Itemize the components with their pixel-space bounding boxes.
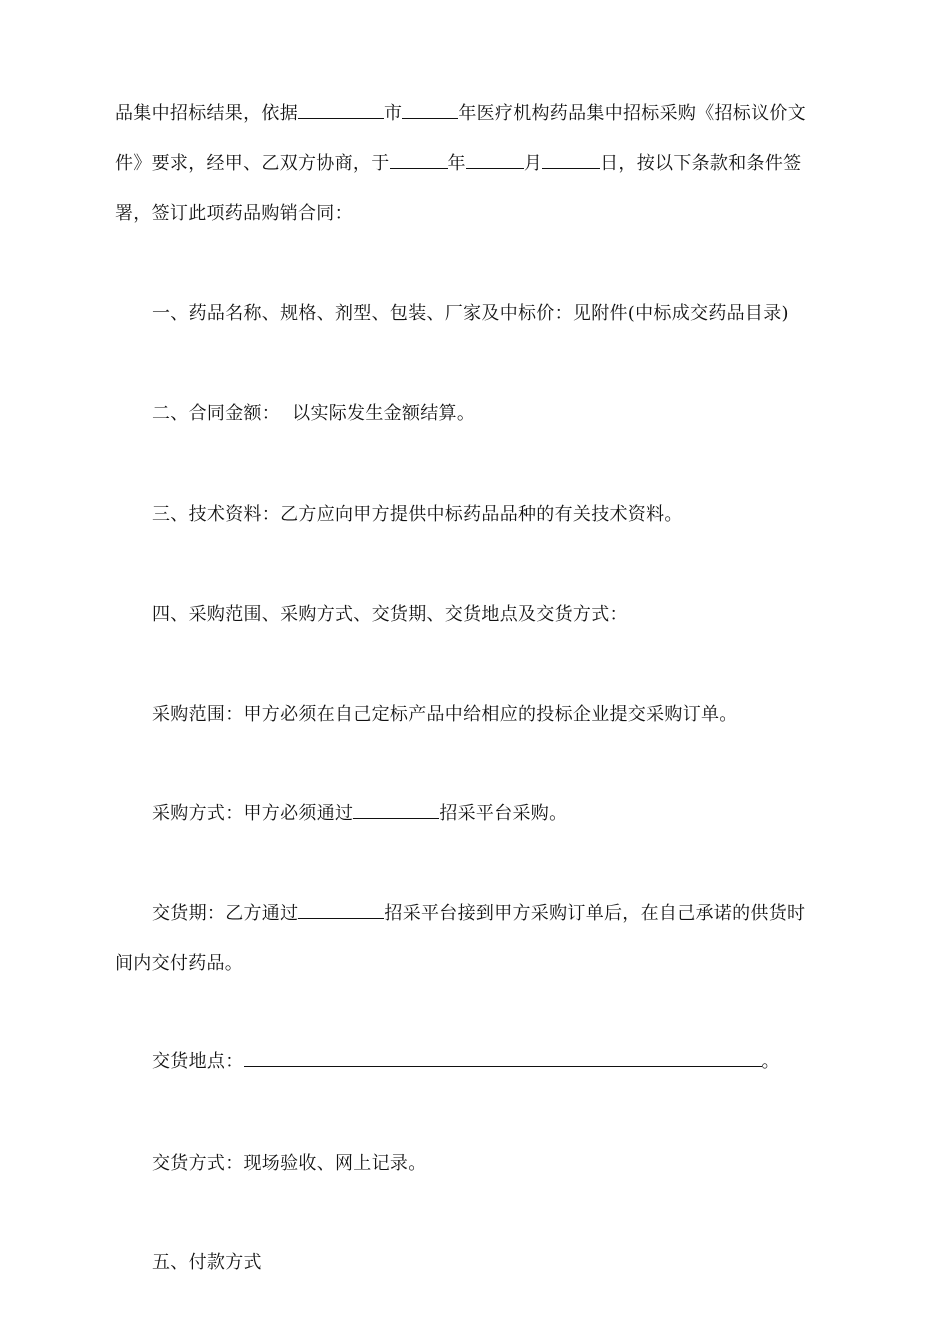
fill-blank-platform: [298, 901, 384, 919]
clause-text: 采购方式：甲方必须通过: [152, 803, 354, 824]
procurement-scope: [152, 702, 738, 728]
clause-5: [152, 1250, 262, 1276]
clause-text: 五、付款方式: [152, 1252, 262, 1273]
intro-line-2: [115, 151, 801, 177]
fill-blank-platform: [353, 801, 439, 819]
clause-text: 。: [761, 1051, 780, 1072]
clause-text: 二、合同金额： 以实际发生金额结算。: [152, 403, 476, 424]
intro-text: 品集中招标结果，依据: [115, 103, 298, 124]
fill-blank-sign-month: [466, 151, 524, 169]
delivery-period: [152, 901, 805, 927]
clause-text: 交货方式：现场验收、网上记录。: [152, 1153, 427, 1174]
clause-text: 招采平台接到甲方采购订单后，在自己承诺的供货时: [384, 903, 806, 924]
clause-text: 一、药品名称、规格、剂型、包装、厂家及中标价：见附件(中标成交药品目录): [152, 303, 789, 324]
intro-text: 年医疗机构药品集中招标采购《招标议价文: [458, 103, 807, 124]
delivery-mode: [152, 1151, 427, 1177]
fill-blank-delivery-place: [244, 1049, 762, 1067]
fill-blank-year: [402, 101, 458, 119]
intro-text: 市: [384, 103, 403, 124]
intro-line-3: [115, 201, 353, 227]
fill-blank-sign-year: [390, 151, 448, 169]
clause-text: 交货地点：: [152, 1051, 244, 1072]
clause-text: 间内交付药品。: [115, 953, 244, 974]
fill-blank-city: [298, 101, 384, 119]
clause-text: 招采平台采购。: [439, 803, 568, 824]
clause-2: [152, 401, 475, 427]
clause-text: 采购范围：甲方必须在自己定标产品中给相应的投标企业提交采购订单。: [152, 704, 738, 725]
intro-text: 件》要求，经甲、乙双方协商，于: [115, 153, 390, 174]
delivery-place: [152, 1049, 780, 1075]
intro-text: 署，签订此项药品购销合同：: [115, 203, 353, 224]
clause-3: [152, 502, 683, 528]
delivery-period-cont: [115, 951, 243, 977]
clause-text: 三、技术资料：乙方应向甲方提供中标药品品种的有关技术资料。: [152, 504, 683, 525]
intro-text: 日，按以下条款和条件签: [600, 153, 802, 174]
clause-4: [152, 602, 628, 628]
procurement-method: [152, 801, 567, 827]
clause-text: 四、采购范围、采购方式、交货期、交货地点及交货方式：: [152, 604, 628, 625]
intro-text: 月: [523, 153, 543, 174]
intro-text: 年: [447, 153, 466, 174]
fill-blank-sign-day: [542, 151, 600, 169]
clause-text: 交货期：乙方通过: [152, 903, 299, 924]
intro-line-1: [115, 101, 806, 127]
clause-1: [152, 301, 789, 327]
